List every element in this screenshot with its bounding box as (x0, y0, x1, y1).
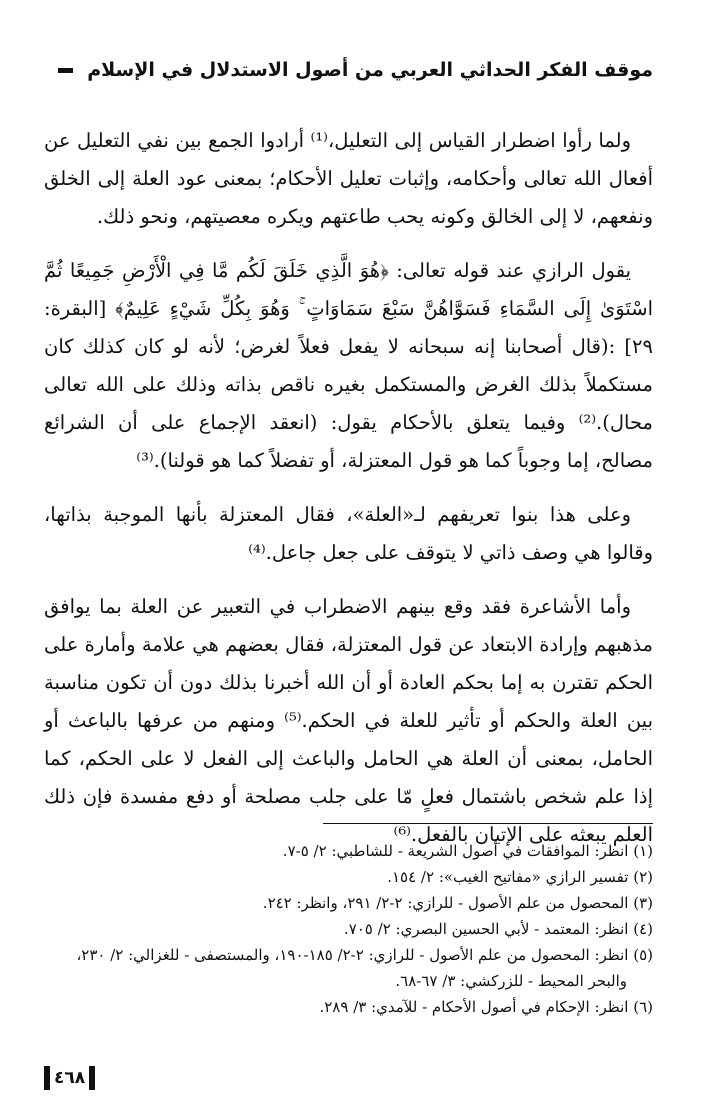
footnote-1: (١) انظر: الموافقات في أصول الشريعة - للشاطبي: ٢/ ٥-٧. (282, 842, 653, 860)
footnote-5: (٥) انظر: المحصول من علم الأصول - للرازي: ٢-٢/ ١٨٥-١٩٠، والمستصفى - للغزالي: ٢/ ٢٣٠، (76, 946, 653, 964)
footnote-2: (٢) تفسير الرازي «مفاتيح الغيب»: ٢/ ١٥٤. (387, 868, 653, 886)
paragraph-2: يقول الرازي عند قوله تعالى: ﴿هُوَ الَّذِي خَلَقَ لَكُم مَّا فِي الْأَرْضِ جَمِيعًا ثُمَّ اسْتَوَىٰ إِلَى السَّمَاءِ فَسَوَّاهُنَّ سَبْعَ سَمَاوَاتٍ ۚ وَهُوَ بِكُلِّ شَيْءٍ عَلِيمٌ﴾ [البقرة: ٢٩] :(قال أصحابنا إنه سبحانه لا يفعل فعلاً لغرض؛ لأنه لو كان كذلك كان مستكملاً بذلك الغرض والمستكمل بغيره ناقص بذاته وذلك على الله تعالى محال).⁽²⁾ وفيما يتعلق بالأحكام يقول: (انعقد الإجماع على أن الشرائع مصالح، إما وجوباً كما هو قول المعتزلة، أو تفضلاً كما هو قولنا).⁽³⁾ (44, 259, 653, 472)
footnote-6: (٦) انظر: الإحكام في أصول الأحكام - للآمدي: ٣/ ٢٨٩. (319, 998, 653, 1016)
header-rule (58, 68, 73, 73)
footnote-separator (323, 823, 653, 824)
paragraph-1: ولما رأوا اضطرار القياس إلى التعليل،⁽¹⁾ أرادوا الجمع بين نفي التعليل عن أفعال الله تعالى وأحكامه، وإثبات تعليل الأحكام؛ بمعنى عود العلة إلى الخلق ونفعهم، لا إلى الخالق وكونه يحب طاعتهم ويكره معصيتهم، ونحو ذلك. (44, 129, 653, 228)
paragraph-4: وأما الأشاعرة فقد وقع بينهم الاضطراب في التعبير عن العلة بما يوافق مذهبهم وإرادة الابتعاد عن قول المعتزلة، فقال بعضهم هي علامة وأمارة على الحكم تقترن به إما بحكم العادة أو أن الله أخبرنا بذلك دون أن تكون مناسبة بين العلة والحكم أو تأثير للعلة في الحكم.⁽⁵⁾ ومنهم من عرفها بالباعث أو الحامل، بمعنى أن العلة هي الحامل والباعث إلى الفعل لا على الحكم، كما إذا علم شخص باشتمال فعلٍ مّا على جلب مصلحة أو دفع مفسدة فإن ذلك العلم يبعثه على الإتيان بالفعل.⁽⁶⁾ (44, 595, 653, 846)
page-number-bar-right (89, 1066, 95, 1090)
footnote-5-continued: والبحر المحيط - للزركشي: ٣/ ٦٧-٦٨. (395, 972, 627, 990)
footnote-3: (٣) المحصول من علم الأصول - للرازي: ٢-٢/ ٢٩١، وانظر: ٢٤٢. (262, 894, 653, 912)
page-number-text: ٤٦٨ (54, 1068, 86, 1088)
footnote-4: (٤) انظر: المعتمد - لأبي الحسين البصري: ٢/ ٧٠٥. (343, 920, 653, 938)
page-number (44, 1066, 95, 1090)
main-text (44, 122, 653, 870)
running-header (58, 54, 653, 86)
paragraph-3: وعلى هذا بنوا تعريفهم لـ«العلة»، فقال المعتزلة بأنها الموجبة بذاتها، وقالوا هي وصف ذاتي لا يتوقف على جعل جاعل.⁽⁴⁾ (44, 503, 653, 564)
footnotes (44, 838, 653, 1020)
book-title: موقف الفكر الحداثي العربي من أصول الاستدلال في الإسلام (87, 59, 653, 81)
